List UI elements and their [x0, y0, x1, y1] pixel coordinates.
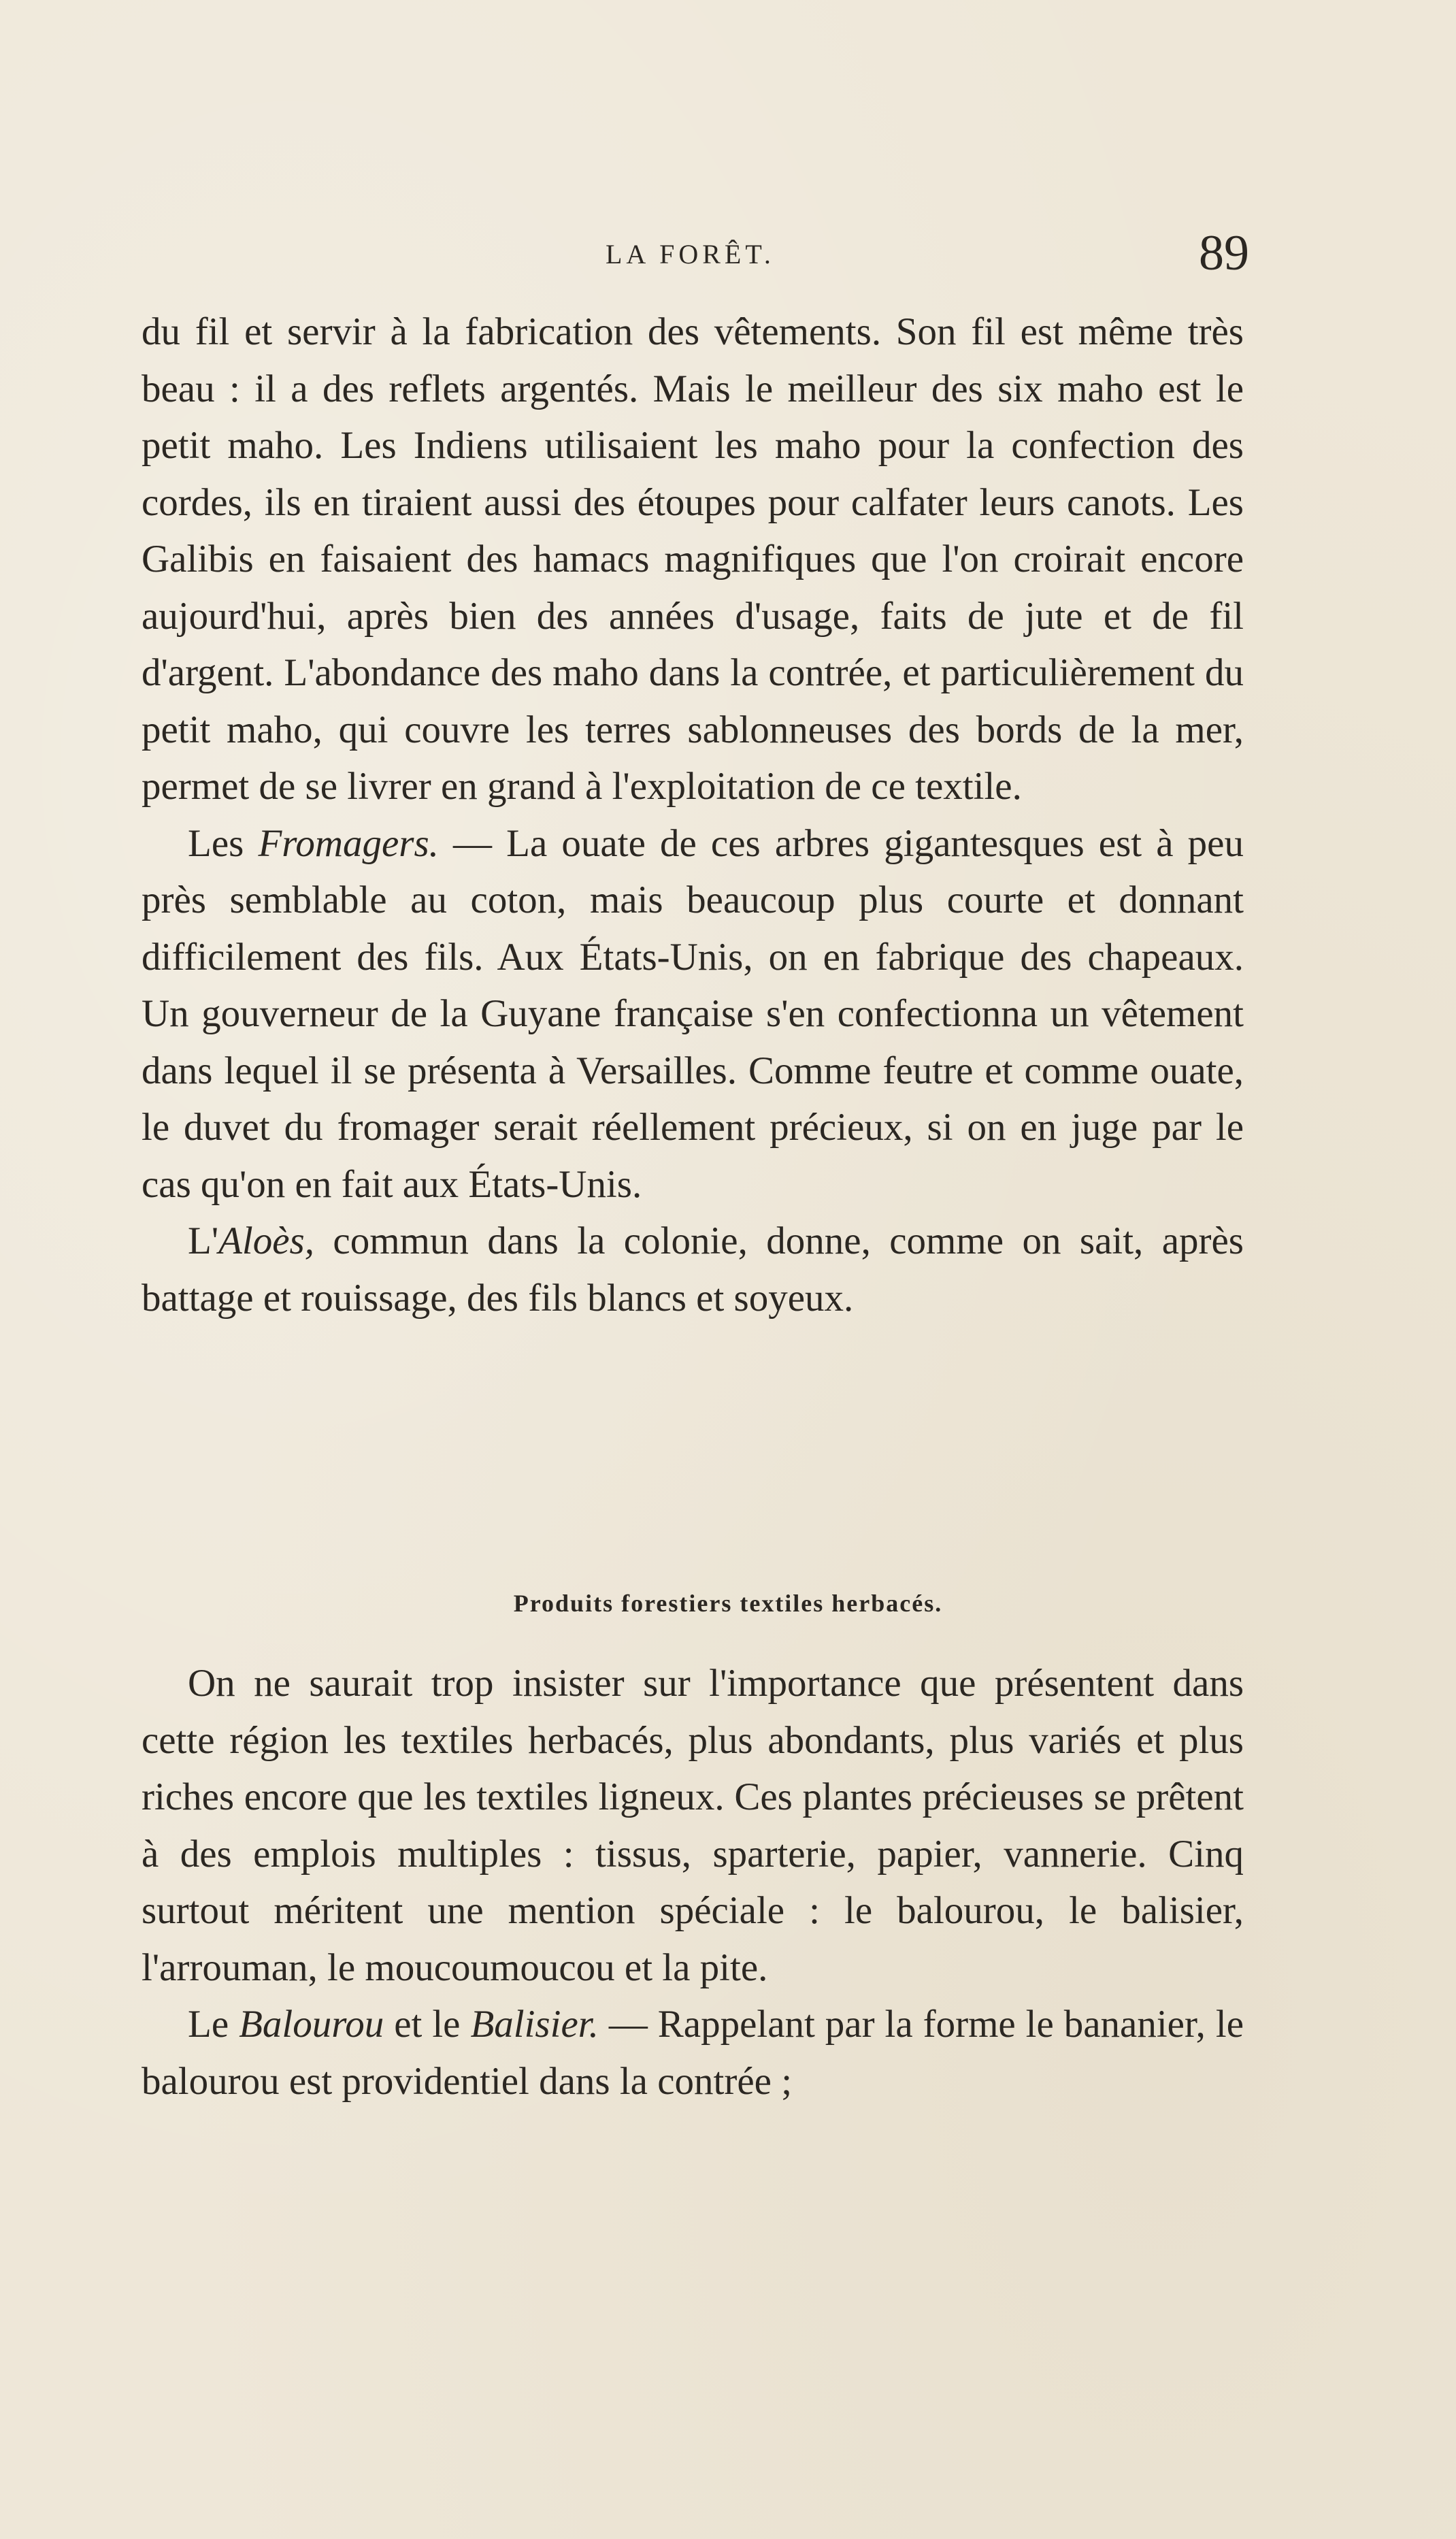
- paragraph-maho: du fil et servir à la fabrication des vêtements. Son fil est même très beau : il a des reflets argentés. Mais le meilleur des six maho est le petit maho. Les Indiens utilisaient les maho pour la confection des cordes, ils en tiraient aussi des étoupes pour calfater leurs canots. Les Galibis en faisaient des hamacs magnifiques que l'on croirait encore aujourd'hui, après bien des années d'usage, faits de jute et de fil d'argent. L'abondance des maho dans la contrée, et particulièrement du petit maho, qui couvre les terres sablonneuses des bords de la mer, permet de se livrer en grand à l'exploitation de ce textile.: [142, 310, 1244, 808]
- paragraph-balourou-middle: et le: [384, 2003, 471, 2046]
- text-block-lower: [142, 1655, 1244, 2110]
- text-block-upper: [142, 304, 1244, 1326]
- paragraph-balourou-prefix: Le: [188, 2003, 239, 2046]
- paragraph-fromagers-text: — La ouate de ces arbres gigantesques est à peu près semblable au coton, mais beaucoup plus courte et donnant difficilement des fils. Aux États-Unis, on en fabrique des chapeaux. Un gouverneur de la Guyane française s'en confectionna un vêtement dans lequel il se présenta à Versailles. Comme feutre et comme ouate, le duvet du fromager serait réellement précieux, si on en juge par le cas qu'on en fait aux États-Unis.: [142, 821, 1244, 1206]
- paragraph-textiles-herbaces: On ne saurait trop insister sur l'importance que présentent dans cette région les textiles herbacés, plus abondants, plus variés et plus riches encore que les textiles ligneux. Ces plantes précieuses se prêtent à des emplois multiples : tissus, sparterie, papier, vannerie. Cinq surtout méritent une mention spéciale : le balourou, le balisier, l'arrouman, le moucoumoucou et la pite.: [142, 1662, 1244, 1989]
- paragraph-balourou-term: Balourou: [239, 2003, 384, 2046]
- section-heading: Produits forestiers textiles herbacés.: [513, 1590, 943, 1617]
- paragraph-aloes-prefix: L': [188, 1219, 219, 1262]
- paragraph-fromagers: [142, 815, 1244, 1213]
- paragraph-aloes-term: Aloès,: [218, 1219, 314, 1262]
- page-number: 89: [1199, 225, 1249, 281]
- paragraph-balisier-term: Balisier.: [470, 2003, 599, 2046]
- paragraph-aloes: [142, 1213, 1244, 1326]
- paragraph-fromagers-prefix: Les: [188, 821, 259, 865]
- paragraph-balourou-text: — Rappelant par la forme le bananier, le balourou est providentiel dans la contrée ;: [142, 2003, 1244, 2103]
- page-header: [0, 225, 1456, 279]
- paragraph-balourou: [142, 1996, 1244, 2110]
- running-title: LA FORÊT.: [606, 239, 775, 269]
- paragraph-aloes-text: commun dans la colonie, donne, comme on sait, après battage et rouissage, des fils blancs et soyeux.: [142, 1219, 1244, 1320]
- paragraph-fromagers-term: Fromagers.: [258, 821, 439, 865]
